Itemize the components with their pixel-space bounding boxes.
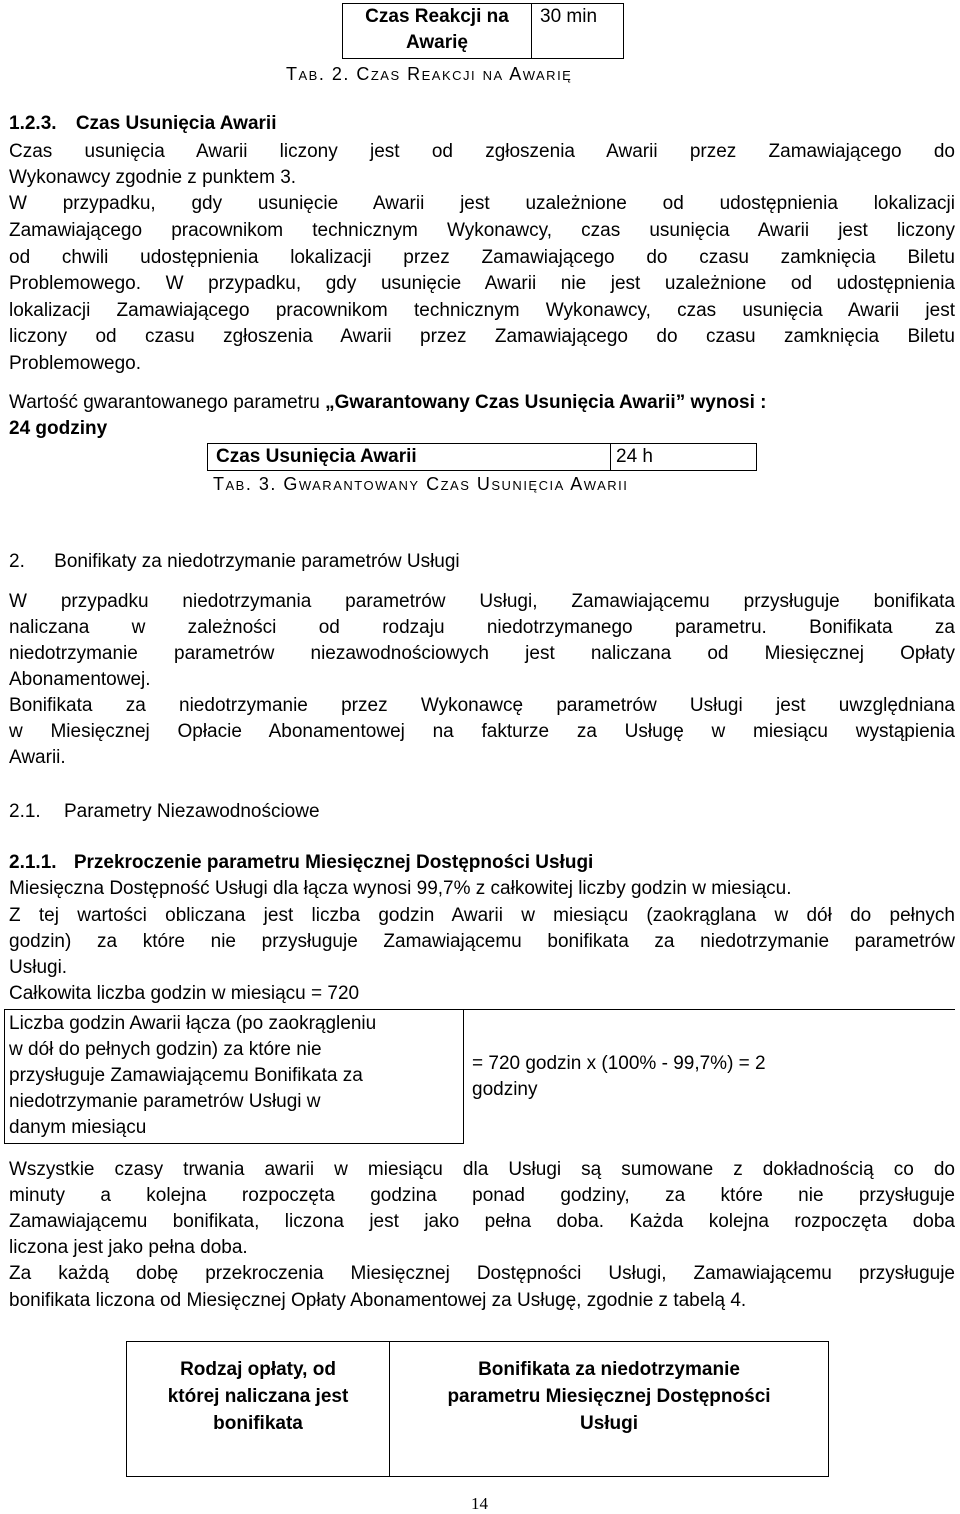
- calc-label-line: niedotrzymanie parametrów Usługi w: [9, 1091, 321, 1112]
- section-heading-2: [9, 549, 955, 575]
- calc-label-cell: [5, 1010, 464, 1144]
- guarantee-parameter: „Gwarantowany Czas Usunięcia Awarii” wynosi :: [325, 392, 767, 413]
- table-2-value: 30 min: [540, 6, 598, 27]
- calculation-table: [4, 1009, 955, 1144]
- paragraph-line: Problemowego.: [9, 353, 142, 374]
- table-3-label-cell: [208, 444, 611, 471]
- table-row: [343, 4, 624, 59]
- paragraph-line: Za każdą dobę przekroczenia Miesięcznej Dostępności Usługi, Zamawiającemu przysługuje: [9, 1263, 955, 1284]
- heading-title: Bonifikaty za niedotrzymanie parametrów Usługi: [54, 551, 460, 572]
- table-3-value: 24 h: [616, 446, 653, 467]
- paragraph-line: W przypadku niedotrzymania parametrów Usługi, Zamawiającemu przysługuje bonifikata: [9, 591, 955, 612]
- calc-label-line: przysługuje Zamawiającemu Bonifikata za: [9, 1065, 363, 1086]
- section-heading-2-1: [9, 799, 955, 825]
- paragraph-line: Bonifikata za niedotrzymanie przez Wykonawcę parametrów Usługi jest uwzględniana: [9, 695, 955, 716]
- table-row: [127, 1342, 829, 1477]
- table-4: [126, 1341, 829, 1477]
- heading-title: Czas Usunięcia Awarii: [75, 113, 277, 134]
- calc-value-line: godziny: [472, 1078, 538, 1100]
- table-row: [5, 1010, 956, 1144]
- paragraph-line: Czas usunięcia Awarii liczony jest od zgłoszenia Awarii przez Zamawiającego do: [9, 141, 955, 162]
- heading-number: 2.1.: [9, 801, 41, 822]
- table-3-value-cell: [611, 444, 757, 471]
- paragraph-line: Z tej wartości obliczana jest liczba godzin Awarii w miesiącu (zaokrąglana w dół do pełnych: [9, 905, 955, 926]
- header-line: bonifikata: [213, 1413, 303, 1434]
- paragraph-line: od chwili udostępnienia lokalizacji przez Zamawiającego do czasu zamknięcia Biletu: [9, 247, 955, 268]
- paragraph-line: Awarii.: [9, 747, 66, 768]
- header-line: Rodzaj opłaty, od: [180, 1359, 336, 1380]
- header-line: której naliczana jest: [167, 1386, 349, 1407]
- table-2-value-cell: [532, 4, 624, 59]
- section-heading-1-2-3: [9, 111, 955, 137]
- heading-number: 2.: [9, 551, 25, 572]
- paragraph-line: Zamawiającemu bonifikata, liczona jest jako pełna doba. Każda kolejna rozpoczęta doba: [9, 1211, 955, 1232]
- paragraph-line: niedotrzymanie parametrów niezawodnościowych jest naliczana od Miesięcznej Opłaty: [9, 643, 955, 664]
- paragraph-line: Usługi.: [9, 957, 68, 978]
- paragraph-line: W przypadku, gdy usunięcie Awarii jest uzależnione od udostępnienia lokalizacji: [9, 193, 955, 214]
- table-3-caption: Tab. 3. Gwarantowany Czas Usunięcia Awarii: [213, 474, 629, 494]
- page-number: 14: [471, 1494, 488, 1513]
- paragraph-line: liczony od czasu zgłoszenia Awarii przez Zamawiającego do czasu zamknięcia Biletu: [9, 326, 955, 347]
- table-3-label: Czas Usunięcia Awarii: [216, 446, 417, 467]
- heading-number: 1.2.3.: [9, 113, 57, 134]
- guarantee-prefix: Wartość gwarantowanego parametru: [9, 392, 326, 413]
- total-hours: Całkowita liczba godzin w miesiącu = 720: [9, 983, 360, 1004]
- paragraph-line: naliczana w zależności od rodzaju niedotrzymanego parametru. Bonifikata za: [9, 617, 955, 638]
- table-2-label: Czas Reakcji na Awarię: [365, 6, 509, 53]
- calc-value-cell: [464, 1010, 956, 1144]
- calc-label-line: danym miesiącu: [9, 1117, 147, 1138]
- header-line: parametru Miesięcznej Dostępności: [447, 1386, 771, 1407]
- paragraph-line: w Miesięcznej Opłacie Abonamentowej na fakturze za Usługę w miesiącu wystąpienia: [9, 721, 955, 742]
- calc-value-line: = 720 godzin x (100% - 99,7%) = 2: [472, 1052, 766, 1074]
- paragraph-line: bonifikata liczona od Miesięcznej Opłaty Abonamentowej za Usługę, zgodnie z tabelą 4.: [9, 1290, 747, 1311]
- paragraph-line: Miesięczna Dostępność Usługi dla łącza wynosi 99,7% z całkowitej liczby godzin w miesiącu.: [9, 878, 792, 899]
- table-2-caption: Tab. 2. Czas Reakcji na Awarię: [286, 64, 573, 84]
- table-2-label-cell: [343, 4, 532, 59]
- paragraph-line: Wykonawcy zgodnie z punktem 3.: [9, 167, 297, 188]
- heading-title: Parametry Niezawodnościowe: [63, 801, 320, 822]
- paragraph-line: Abonamentowej.: [9, 669, 151, 690]
- table-3: [207, 443, 757, 471]
- guarantee-value: 24 godziny: [9, 418, 108, 439]
- table-2: [342, 3, 624, 59]
- heading-number: 2.1.1.: [9, 852, 57, 873]
- section-heading-2-1-1: [9, 850, 955, 876]
- paragraph-line: liczona jest jako pełna doba.: [9, 1237, 248, 1258]
- paragraph-line: godzin) za które nie przysługuje Zamawiającemu bonifikata za niedotrzymanie parametrów: [9, 931, 955, 952]
- calc-label-line: Liczba godzin Awarii łącza (po zaokrągleniu: [9, 1013, 377, 1034]
- calc-label-line: w dół do pełnych godzin) za które nie: [9, 1039, 322, 1060]
- heading-title: Przekroczenie parametru Miesięcznej Dostępności Usługi: [73, 852, 594, 873]
- paragraph-line: Problemowego. W przypadku, gdy usunięcie Awarii nie jest uzależnione od udostępnienia: [9, 273, 955, 294]
- table-row: [208, 444, 757, 471]
- guarantee-statement: [9, 390, 955, 416]
- header-line: Bonifikata za niedotrzymanie: [478, 1359, 740, 1380]
- table-4-header-right: [390, 1342, 829, 1477]
- paragraph-line: minuty a kolejna rozpoczęta godzina ponad godziny, za które nie przysługuje: [9, 1185, 955, 1206]
- table-4-header-left: [127, 1342, 390, 1477]
- paragraph-line: Zamawiającego pracownikom technicznym Wykonawcy, czas usunięcia Awarii jest liczony: [9, 220, 955, 241]
- paragraph-line: lokalizacji Zamawiającego pracownikom technicznym Wykonawcy, czas usunięcia Awarii jest: [9, 300, 955, 321]
- header-line: Usługi: [579, 1413, 639, 1434]
- paragraph-line: Wszystkie czasy trwania awarii w miesiącu dla Usługi są sumowane z dokładnością co do: [9, 1159, 955, 1180]
